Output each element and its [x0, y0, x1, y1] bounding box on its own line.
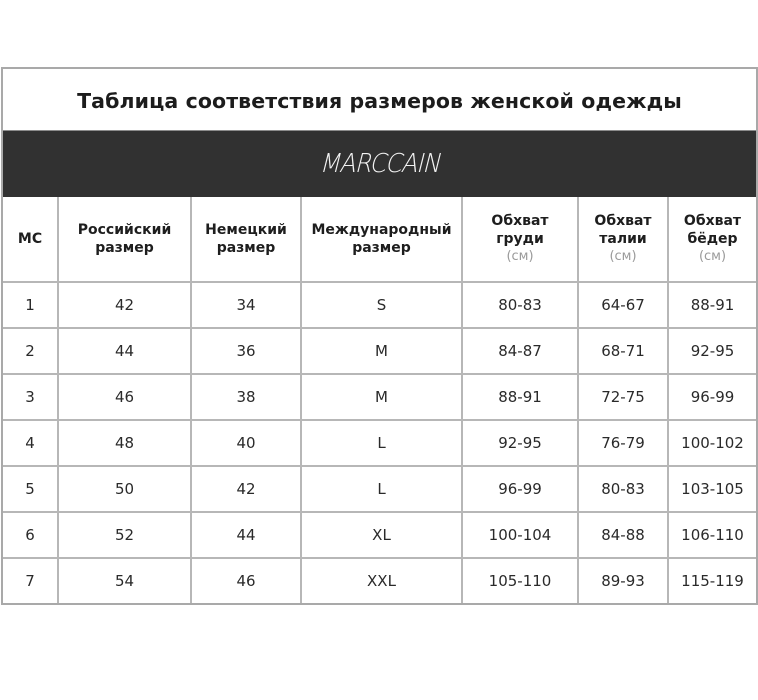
- unit-label: (см): [698, 249, 727, 264]
- cell-russian-size: 44: [58, 328, 191, 374]
- cell-hips: 92-95: [668, 328, 756, 374]
- cell-mc: 3: [3, 374, 58, 420]
- cell-german-size: 42: [191, 466, 301, 512]
- cell-chest: 88-91: [462, 374, 578, 420]
- title-row: [3, 69, 756, 130]
- cell-russian-size: 50: [58, 466, 191, 512]
- header-international-size: Международный размер: [301, 197, 462, 282]
- cell-international-size: L: [301, 466, 462, 512]
- cell-chest: 84-87: [462, 328, 578, 374]
- cell-chest: 80-83: [462, 282, 578, 328]
- cell-waist: 68-71: [578, 328, 668, 374]
- cell-waist: 72-75: [578, 374, 668, 420]
- cell-russian-size: 46: [58, 374, 191, 420]
- cell-international-size: M: [301, 328, 462, 374]
- table-row: [3, 328, 756, 374]
- cell-chest: 96-99: [462, 466, 578, 512]
- chart-title: Таблица соответствия размеров женской одежды: [77, 88, 682, 113]
- cell-international-size: L: [301, 420, 462, 466]
- cell-waist: 89-93: [578, 558, 668, 603]
- cell-international-size: XL: [301, 512, 462, 558]
- cell-hips: 103-105: [668, 466, 756, 512]
- cell-chest: 105-110: [462, 558, 578, 603]
- cell-chest: 92-95: [462, 420, 578, 466]
- table-row: [3, 512, 756, 558]
- header-russian-size: Российский размер: [58, 197, 191, 282]
- cell-german-size: 44: [191, 512, 301, 558]
- cell-international-size: M: [301, 374, 462, 420]
- cell-mc: 4: [3, 420, 58, 466]
- marccain-logo: MARCCAIN: [317, 149, 446, 179]
- cell-chest: 100-104: [462, 512, 578, 558]
- cell-international-size: XXL: [301, 558, 462, 603]
- cell-hips: 88-91: [668, 282, 756, 328]
- cell-german-size: 46: [191, 558, 301, 603]
- table-row: [3, 420, 756, 466]
- cell-mc: 1: [3, 282, 58, 328]
- brand-band: [3, 130, 756, 197]
- header-hips: Обхват бёдер (см): [668, 197, 756, 282]
- cell-russian-size: 52: [58, 512, 191, 558]
- table-row: [3, 558, 756, 603]
- cell-german-size: 34: [191, 282, 301, 328]
- table-row: [3, 374, 756, 420]
- cell-hips: 115-119: [668, 558, 756, 603]
- cell-german-size: 36: [191, 328, 301, 374]
- cell-mc: 6: [3, 512, 58, 558]
- cell-international-size: S: [301, 282, 462, 328]
- header-waist: Обхват талии (см): [578, 197, 668, 282]
- unit-label: (см): [609, 249, 637, 264]
- size-chart: [1, 67, 758, 605]
- header-german-size: Немецкий размер: [191, 197, 301, 282]
- cell-hips: 106-110: [668, 512, 756, 558]
- unit-label: (см): [506, 249, 534, 264]
- cell-hips: 100-102: [668, 420, 756, 466]
- cell-russian-size: 42: [58, 282, 191, 328]
- cell-german-size: 38: [191, 374, 301, 420]
- header-row: [3, 197, 756, 282]
- cell-hips: 96-99: [668, 374, 756, 420]
- cell-waist: 76-79: [578, 420, 668, 466]
- cell-mc: 5: [3, 466, 58, 512]
- cell-waist: 64-67: [578, 282, 668, 328]
- cell-mc: 7: [3, 558, 58, 603]
- header-chest: Обхват груди (см): [462, 197, 578, 282]
- cell-russian-size: 48: [58, 420, 191, 466]
- cell-mc: 2: [3, 328, 58, 374]
- cell-german-size: 40: [191, 420, 301, 466]
- size-table: [3, 197, 756, 603]
- cell-russian-size: 54: [58, 558, 191, 603]
- table-row: [3, 282, 756, 328]
- cell-waist: 84-88: [578, 512, 668, 558]
- header-mc: МС: [3, 197, 58, 282]
- table-row: [3, 466, 756, 512]
- cell-waist: 80-83: [578, 466, 668, 512]
